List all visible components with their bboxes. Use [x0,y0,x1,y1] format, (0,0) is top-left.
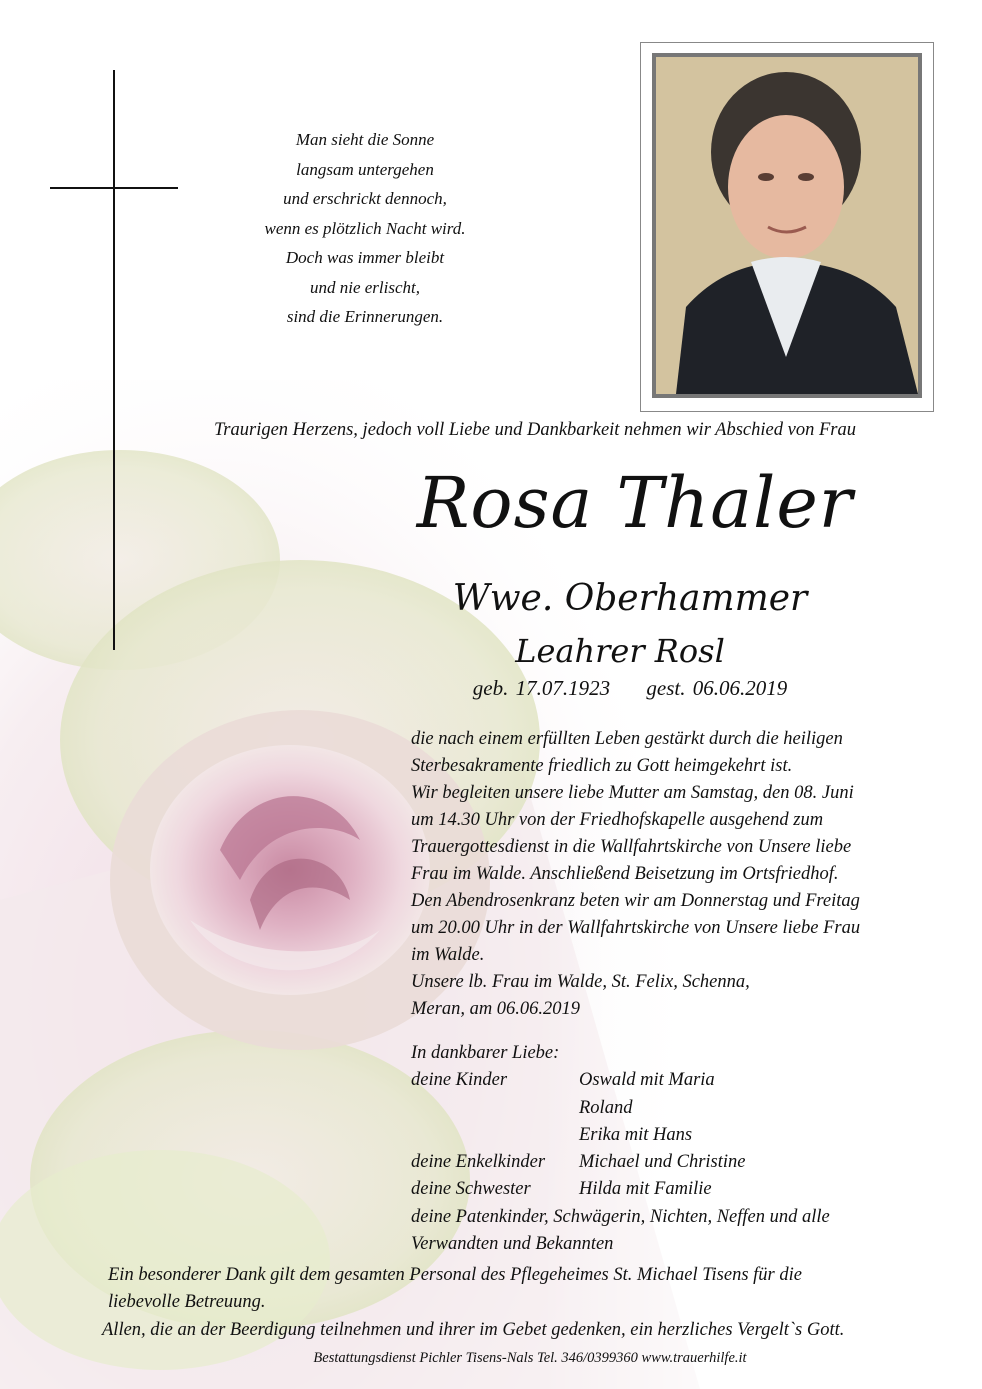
text-line: Sterbesakramente friedlich zu Gott heimgekehrt ist. [411,756,793,776]
relation [411,1122,579,1149]
text-line: um 20.00 Uhr in der Wallfahrtskirche von Unsere liebe Frau [411,918,861,938]
family-row [411,1149,951,1176]
text-line: im Walde. [411,945,485,965]
widow-name: Wwe. Oberhammer [452,578,808,619]
paragraph [411,780,951,888]
deceased-name: Rosa Thaler [416,462,854,544]
relation: deine Schwester [411,1179,531,1200]
names: Roland [579,1097,633,1118]
family-row [411,1095,951,1122]
poem-line: langsam untergehen [296,159,434,179]
text-line: Ein besonderer Dank gilt dem gesamten Personal des Pflegeheimes St. Michael Tisens für die [108,1265,802,1285]
text-line: Trauergottesdienst in die Wallfahrtskirche von Unsere liebe [411,837,852,857]
closing-text: Allen, die an der Beerdigung teilnehmen und ihrer im Gebet gedenken, ein herzliches Vergelt`s Gott. [102,1320,845,1340]
text-line: Meran, am 06.06.2019 [411,999,581,1019]
family-row [411,1176,951,1203]
family-others: Verwandten und Bekannten [411,1234,614,1255]
portrait-frame [640,42,934,412]
intro-text: Traurigen Herzens, jedoch voll Liebe und Dankbarkeit nehmen wir Abschied von Frau [214,420,856,440]
paragraph [411,888,951,969]
text-line: Unsere lb. Frau im Walde, St. Felix, Schenna, [411,972,750,992]
text-line: liebevolle Betreuung. [108,1292,266,1312]
text-line: die nach einem erfüllten Leben gestärkt durch die heiligen [411,729,843,749]
family-others: deine Patenkinder, Schwägerin, Nichten, Neffen und alle [411,1206,830,1227]
paragraph [411,969,951,1023]
names: Erika mit Hans [579,1124,693,1145]
relation [411,1095,579,1122]
poem-line: wenn es plötzlich Nacht wird. [264,218,466,238]
nickname: Leahrer Rosl [515,632,725,670]
obituary-body [411,726,951,1023]
family-row [411,1067,951,1094]
poem-line: und nie erlischt, [309,277,420,297]
text-line: um 14.30 Uhr von der Friedhofskapelle ausgehend zum [411,810,824,830]
text-line: Wir begleiten unsere liebe Mutter am Samstag, den 08. Juni [411,783,854,803]
cross-horizontal-bar [50,187,178,189]
poem-line: sind die Erinnerungen. [286,307,444,326]
relation: deine Enkelkinder [411,1152,546,1173]
portrait-photo [652,53,922,398]
family-heading: In dankbarer Liebe: [411,1043,560,1063]
family-row [411,1122,951,1149]
poem-line: Doch was immer bleibt [285,248,445,267]
poem-line: Man sieht die Sonne [295,130,435,149]
text-line: Den Abendrosenkranz beten wir am Donnerstag und Freitag [411,891,860,911]
life-dates: geb. 17.07.1923 gest. 06.06.2019 [472,676,788,700]
family-list [411,1040,951,1258]
funeral-service-footer: Bestattungsdienst Pichler Tisens-Nals Tel. 346/0399360 www.trauerhilfe.it [313,1350,747,1366]
thanks-text [108,1262,968,1316]
poem-line: und erschrickt dennoch, [283,189,447,208]
relation: deine Kinder [411,1070,508,1091]
names: Michael und Christine [579,1152,746,1173]
names: Hilda mit Familie [579,1179,712,1200]
paragraph [411,726,951,780]
cross-vertical-bar [113,70,115,650]
names: Oswald mit Maria [579,1070,715,1091]
poem [230,125,500,332]
text-line: Frau im Walde. Anschließend Beisetzung im Ortsfriedhof. [411,864,839,884]
